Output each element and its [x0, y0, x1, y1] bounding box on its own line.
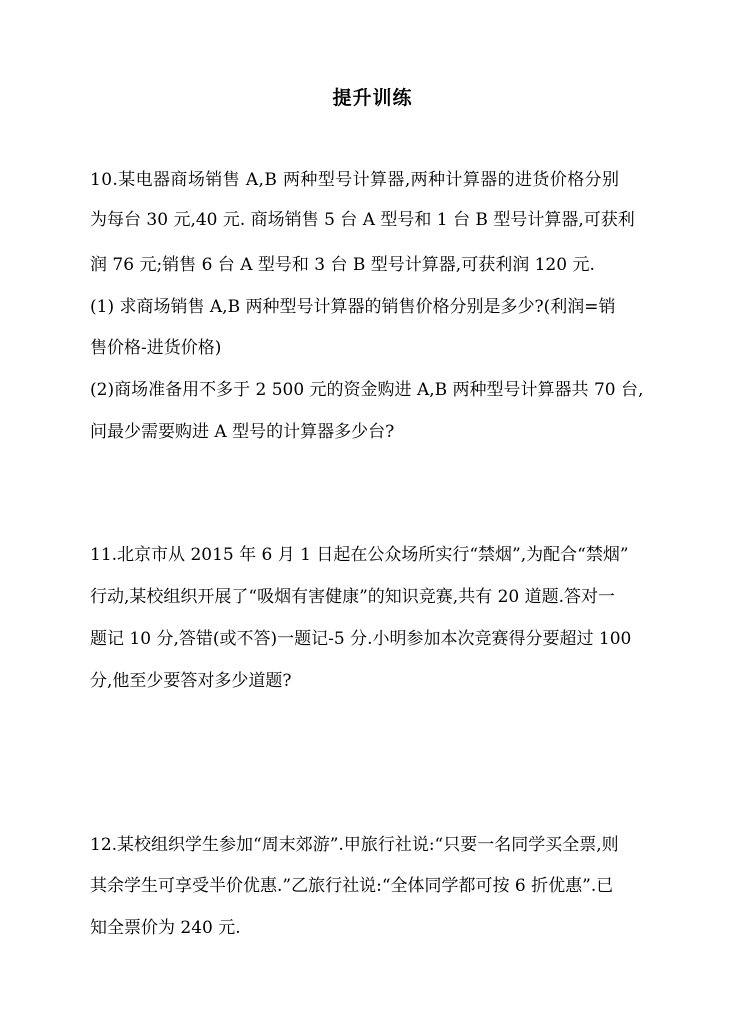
problem-text-line: 其余学生可享受半价优惠.”乙旅行社说:“全体同学都可按 6 折优惠”.已 [90, 876, 614, 896]
problem-text-line: 12.某校组织学生参加“周末郊游”.甲旅行社说:“只要一名同学买全票,则 [90, 835, 619, 855]
problem-text-line: 11.北京市从 2015 年 6 月 1 日起在公众场所实行“禁烟”,为配合“禁烟” [90, 545, 629, 565]
problem-text-line: 10.某电器商场销售 A,B 两种型号计算器,两种计算器的进货价格分别 [90, 170, 620, 190]
page-title: 提升训练 [332, 87, 413, 109]
problem-text-line: 问最少需要购进 A 型号的计算器多少台? [90, 422, 395, 442]
problem-text-line: (2)商场准备用不多于 2 500 元的资金购进 A,B 两种型号计算器共 70 台, [90, 380, 644, 400]
problem-text-line: 分,他至少要答对多少道题? [90, 671, 292, 691]
problem-text-line: 润 76 元;销售 6 台 A 型号和 3 台 B 型号计算器,可获利润 120 元. [90, 255, 595, 275]
problem-text-line: 为每台 30 元,40 元. 商场销售 5 台 A 型号和 1 台 B 型号计算器,可获利 [90, 210, 635, 230]
problem-text-line: 售价格-进货价格) [90, 338, 222, 358]
problem-text-line: 知全票价为 240 元. [90, 918, 241, 938]
problem-text-line: (1) 求商场销售 A,B 两种型号计算器的销售价格分别是多少?(利润=销 [90, 297, 616, 317]
problem-text-line: 题记 10 分,答错(或不答)一题记-5 分.小明参加本次竞赛得分要超过 100 [90, 629, 632, 649]
problem-text-line: 行动,某校组织开展了“吸烟有害健康”的知识竞赛,共有 20 道题.答对一 [90, 587, 616, 607]
